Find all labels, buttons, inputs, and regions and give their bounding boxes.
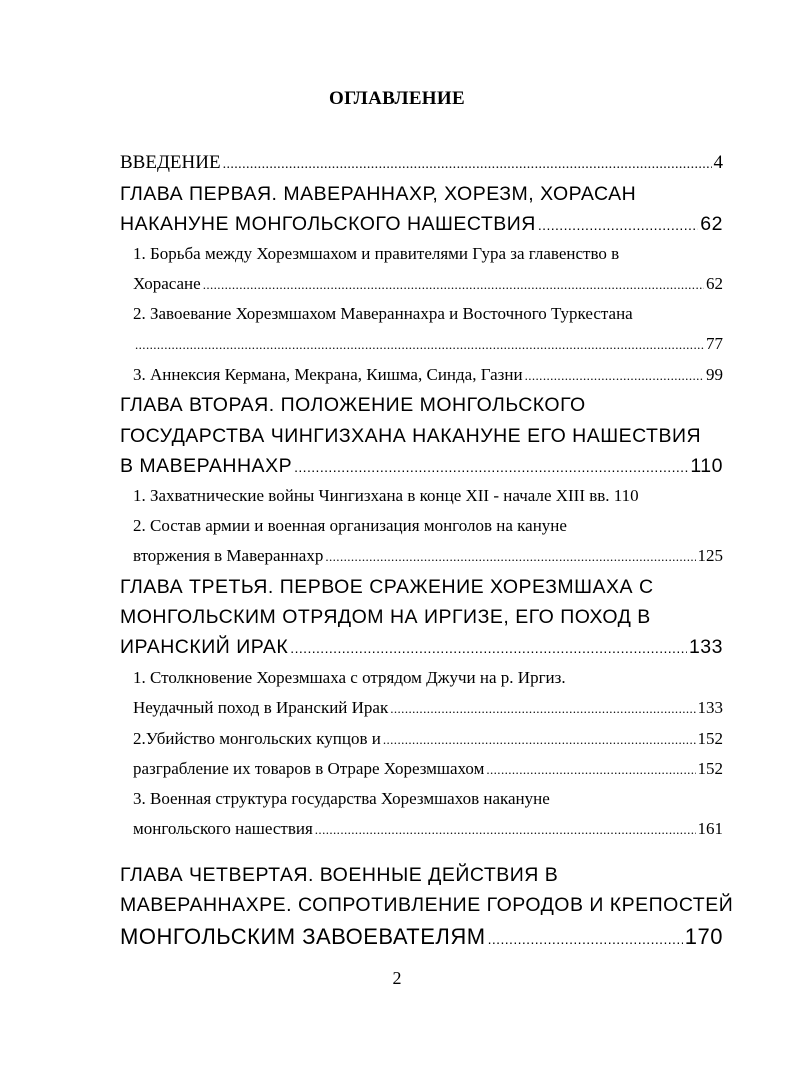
toc-chapter-3-line-2[interactable] [120, 604, 723, 630]
toc-page-number: 62 [700, 213, 723, 235]
toc-section-2-2-line-2[interactable] [133, 543, 723, 570]
toc-entry-text: ВВЕДЕНИЕ [120, 152, 221, 173]
toc-entry-text: МОНГОЛЬСКИМ ЗАВОЕВАТЕЛЯМ [120, 924, 486, 949]
toc-chapter-4-line-2[interactable] [120, 892, 734, 918]
toc-page-number: 161 [697, 819, 723, 838]
dot-leader [488, 926, 683, 952]
toc-section-3-3-line-2[interactable] [133, 816, 723, 843]
toc-page-number: 77 [706, 334, 723, 353]
toc-section-2-1[interactable] [133, 483, 723, 509]
dot-leader [525, 363, 704, 389]
toc-chapter-2-line-3[interactable] [120, 453, 723, 480]
toc-section-3-3-line-1[interactable] [133, 786, 723, 812]
toc-section-1-1-line-1[interactable] [133, 241, 723, 267]
dot-leader [290, 635, 687, 661]
toc-page-number: 99 [706, 365, 723, 384]
dot-leader [325, 544, 695, 570]
toc-chapter-3-line-1[interactable] [120, 574, 723, 600]
dot-leader [203, 272, 704, 298]
toc-page-number: 4 [713, 152, 723, 173]
toc-entry-text: 3. Аннексия Кермана, Мекрана, Кишма, Синда, Газни [133, 365, 523, 384]
toc-chapter-2-line-1[interactable] [120, 392, 723, 418]
toc-page-number: 62 [706, 274, 723, 293]
toc-section-1-3[interactable] [133, 362, 723, 389]
toc-entry-text: ИРАНСКИЙ ИРАК [120, 636, 289, 658]
toc-section-2-2-line-1[interactable] [133, 513, 723, 539]
toc-entry-text: 1. Захватнические войны Чингизхана в конце XII - начале XIII вв. 110 [133, 486, 639, 505]
toc-page-number: 152 [697, 759, 723, 778]
toc-entry-text: ГОСУДАРСТВА ЧИНГИЗХАНА НАКАНУНЕ ЕГО НАШЕСТВИЯ [120, 425, 702, 447]
toc-entry-text: ГЛАВА ВТОРАЯ. ПОЛОЖЕНИЕ МОНГОЛЬСКОГО [120, 394, 586, 416]
toc-chapter-4-line-1[interactable] [120, 862, 723, 888]
toc-entry-text: разграбление их товаров в Отраре Хорезмшахом [133, 759, 485, 778]
toc-section-1-1-line-2[interactable] [133, 271, 723, 298]
toc-entry-text: Неудачный поход в Иранский Ирак [133, 698, 389, 717]
dot-leader [538, 212, 698, 238]
toc-section-3-1-line-2[interactable] [133, 695, 723, 722]
toc-entry-text: 2. Завоевание Хорезмшахом Мавераннахра и Восточного Туркестана [133, 304, 633, 323]
dot-leader [383, 727, 696, 753]
toc-chapter-2-line-2[interactable] [120, 423, 723, 449]
toc-entry-introduction[interactable] [120, 150, 723, 178]
toc-page-number: 110 [690, 455, 723, 477]
toc-entry-text: ГЛАВА ТРЕТЬЯ. ПЕРВОЕ СРАЖЕНИЕ ХОРЕЗМШАХА С [120, 576, 654, 598]
dot-leader [135, 332, 704, 358]
toc-entry-text: 2. Состав армии и военная организация монголов на кануне [133, 516, 567, 535]
toc-section-1-2-line-2[interactable] [133, 331, 723, 358]
toc-section-3-2-line-2[interactable] [133, 756, 723, 783]
toc-chapter-1-line-1[interactable] [120, 181, 723, 207]
dot-leader [223, 152, 712, 178]
dot-leader [486, 757, 695, 783]
toc-section-1-2-line-1[interactable] [133, 301, 723, 327]
toc-entry-text: В МАВЕРАННАХР [120, 455, 293, 477]
toc-page-number: 133 [697, 698, 723, 717]
toc-entry-text: монгольского нашествия [133, 819, 313, 838]
toc-page-number: 133 [688, 636, 723, 658]
dot-leader [390, 696, 695, 722]
page-number: 2 [392, 968, 402, 988]
dot-leader [315, 817, 696, 843]
toc-page-number: 170 [684, 924, 723, 949]
toc-page-number: 125 [697, 546, 723, 565]
toc-chapter-1-line-2[interactable] [120, 211, 723, 238]
toc-chapter-4-line-3[interactable] [120, 924, 723, 952]
toc-section-3-1-line-1[interactable] [133, 665, 723, 691]
toc-chapter-3-line-3[interactable] [120, 634, 723, 661]
toc-entry-text: МОНГОЛЬСКИМ ОТРЯДОМ НА ИРГИЗЕ, ЕГО ПОХОД В [120, 606, 651, 628]
toc-page-number: 152 [697, 729, 723, 748]
toc-section-3-2-line-1[interactable] [133, 726, 723, 753]
toc-entry-text: 2.Убийство монгольских купцов и [133, 729, 381, 748]
toc-entry-text: НАКАНУНЕ МОНГОЛЬСКОГО НАШЕСТВИЯ [120, 213, 536, 235]
toc-entry-text: 1. Столкновение Хорезмшаха с отрядом Джучи на р. Иргиз. [133, 668, 566, 687]
dot-leader [294, 454, 688, 480]
toc-entry-text: 3. Военная структура государства Хорезмшахов накануне [133, 789, 550, 808]
toc-entry-text: вторжения в Мавераннахр [133, 546, 324, 565]
toc-entry-text: ГЛАВА ЧЕТВЕРТАЯ. ВОЕННЫЕ ДЕЙСТВИЯ В [120, 864, 559, 886]
toc-entry-text: ГЛАВА ПЕРВАЯ. МАВЕРАННАХР, ХОРЕЗМ, ХОРАСАН [120, 183, 637, 205]
toc-entry-text: Хорасане [133, 274, 201, 293]
toc-heading: ОГЛАВЛЕНИЕ [329, 88, 465, 109]
toc-entry-text: 1. Борьба между Хорезмшахом и правителями Гура за главенство в [133, 244, 620, 263]
toc-entry-text: МАВЕРАННАХРЕ. СОПРОТИВЛЕНИЕ ГОРОДОВ И КРЕПОСТЕЙ [120, 894, 734, 916]
